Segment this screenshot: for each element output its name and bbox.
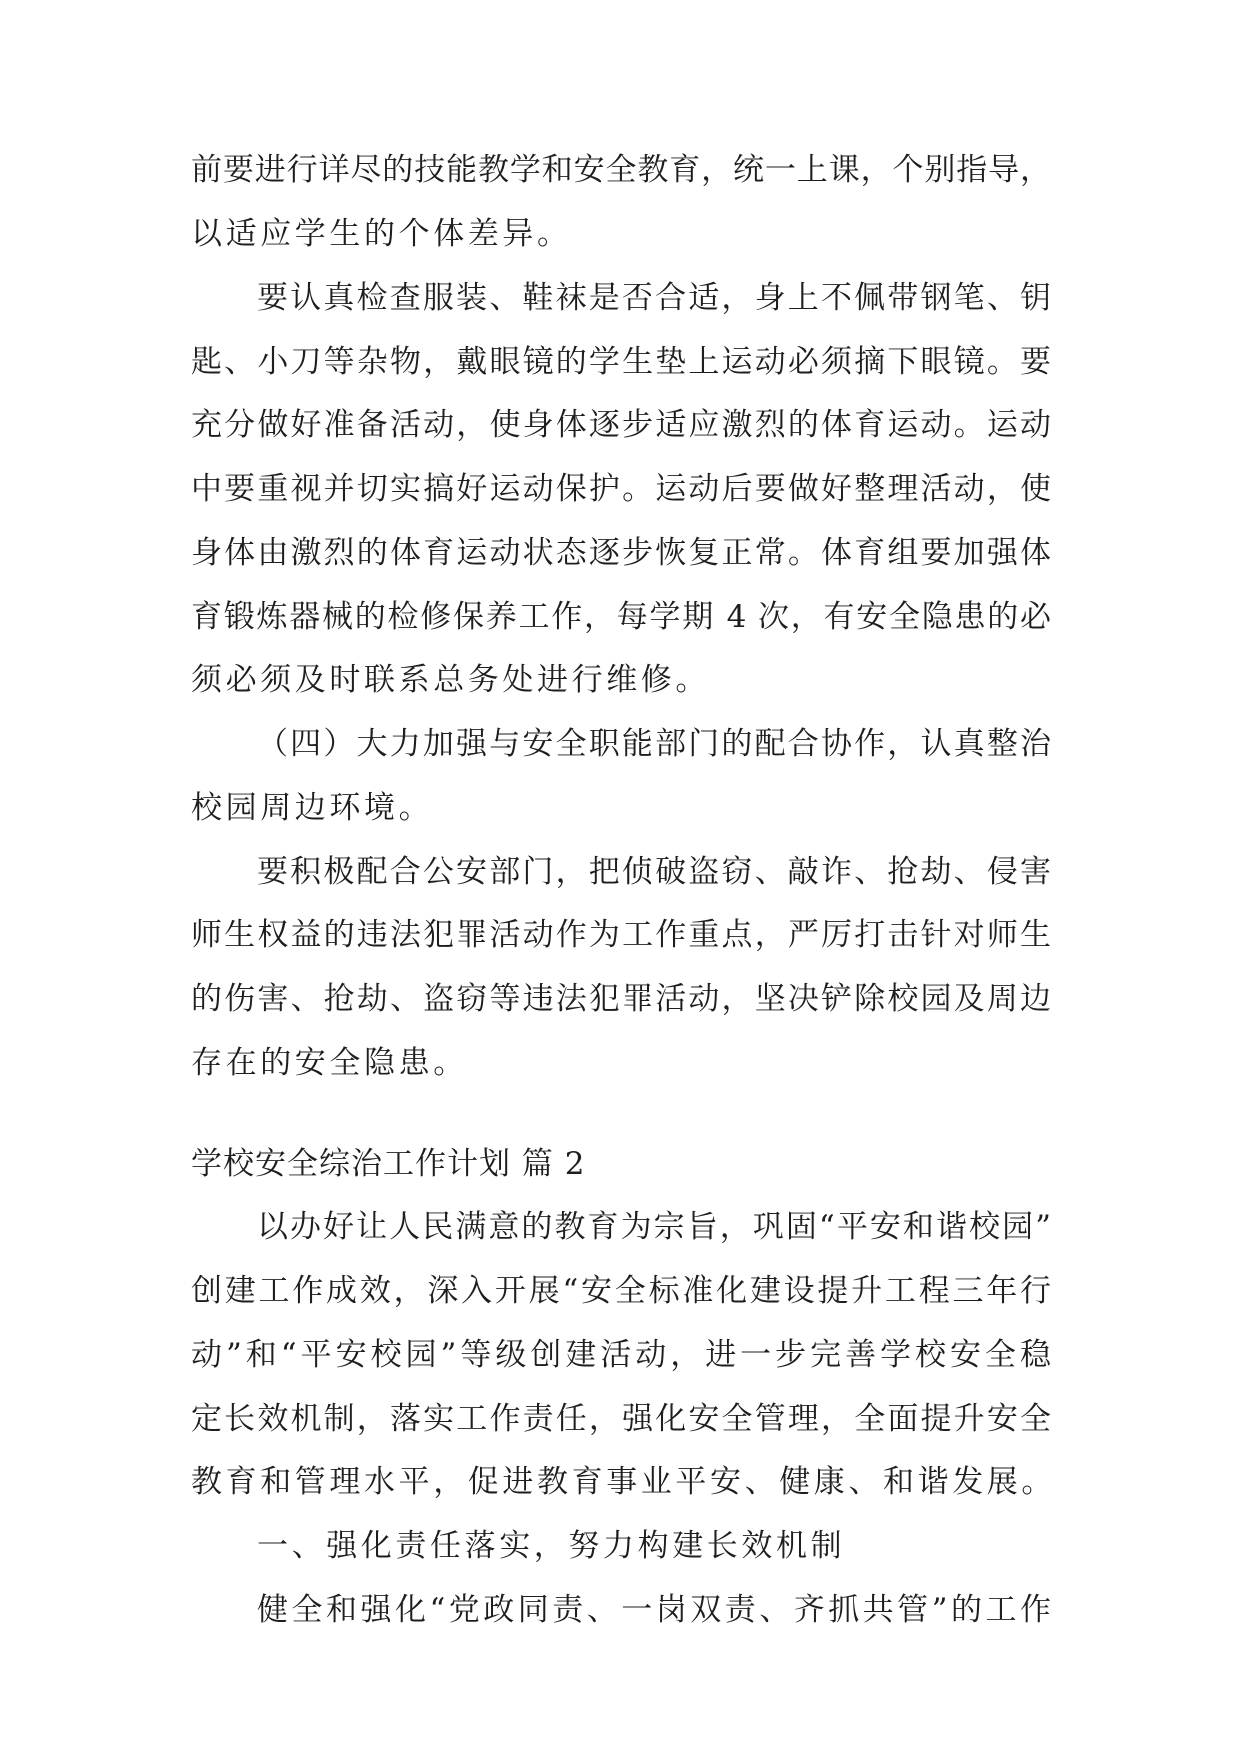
text-line: 育锻炼器械的检修保养工作，每学期 4 次，有安全隐患的必 [191, 599, 1051, 635]
text-line: 存在的安全隐患。 [191, 1045, 468, 1081]
text-line: 动”和“平安校园”等级创建活动，进一步完善学校安全稳 [191, 1337, 1051, 1373]
section-heading: 一、强化责任落实，努力构建长效机制 [257, 1528, 846, 1564]
text-line: 要认真检查服装、鞋袜是否合适，身上不佩带钢笔、钥 [257, 280, 1051, 316]
text-line: 匙、小刀等杂物，戴眼镜的学生垫上运动必须摘下眼镜。要 [191, 344, 1051, 380]
text-line: 的伤害、抢劫、盗窃等违法犯罪活动，坚决铲除校园及周边 [191, 981, 1051, 1017]
text-line: 须必须及时联系总务处进行维修。 [191, 662, 710, 698]
section-heading: （四）大力加强与安全职能部门的配合协作，认真整治 [257, 726, 1051, 762]
text-line: 以办好让人民满意的教育为宗旨，巩固“平安和谐校园” [257, 1209, 1051, 1245]
article-title: 学校安全综治工作计划 篇 2 [191, 1146, 586, 1182]
text-line: 身体由激烈的体育运动状态逐步恢复正常。体育组要加强体 [191, 535, 1051, 571]
text-line: 师生权益的违法犯罪活动作为工作重点，严厉打击针对师生 [191, 917, 1051, 953]
text-line: 校园周边环境。 [191, 790, 434, 826]
text-line: 定长效机制，落实工作责任，强化安全管理，全面提升安全 [191, 1401, 1051, 1437]
text-line: 创建工作成效，深入开展“安全标准化建设提升工程三年行 [191, 1273, 1051, 1309]
text-line: 前要进行详尽的技能教学和安全教育，统一上课，个别指导， [191, 152, 1051, 188]
text-line: 以适应学生的个体差异。 [191, 216, 572, 252]
text-line: 充分做好准备活动，使身体逐步适应激烈的体育运动。运动 [191, 407, 1051, 443]
text-line: 健全和强化“党政同责、一岗双责、齐抓共管”的工作 [257, 1592, 1051, 1628]
text-line: 中要重视并切实搞好运动保护。运动后要做好整理活动，使 [191, 471, 1051, 507]
text-line: 要积极配合公安部门，把侦破盗窃、敲诈、抢劫、侵害 [257, 854, 1051, 890]
text-line: 教育和管理水平，促进教育事业平安、健康、和谐发展。 [191, 1464, 1056, 1500]
